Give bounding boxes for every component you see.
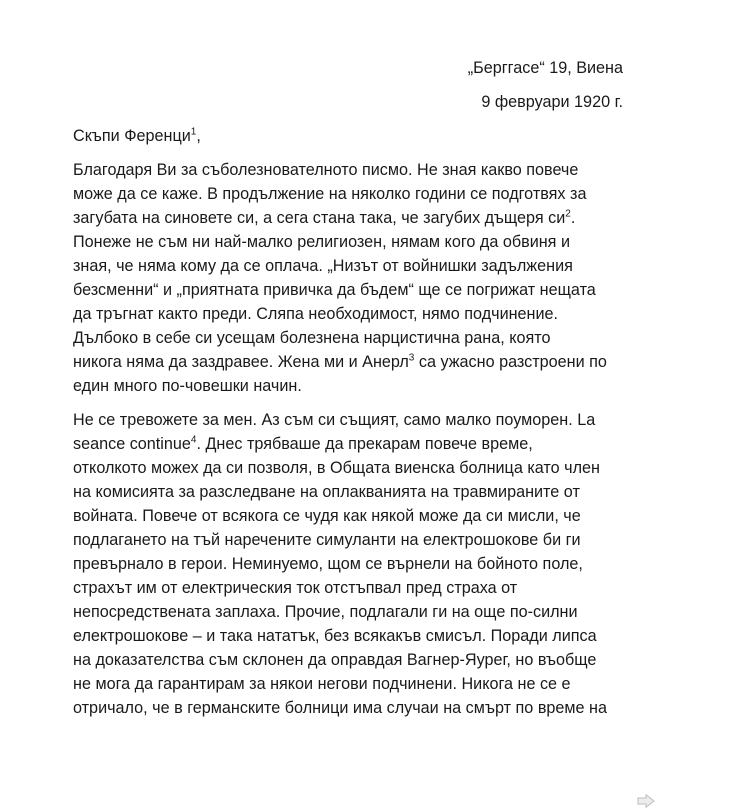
text-segment: отричало, че в германските болници има случаи на смърт по време на [73,699,607,717]
text-segment: на доказателства съм склонен да оправдая Вагнер-Яурег, но въобще [73,651,597,669]
text-segment: никога няма да заздравее. Жена ми и Анерл [73,353,409,371]
text-line [73,672,633,696]
text-line [73,696,633,720]
salutation-punctuation: , [196,127,201,145]
text-segment: безсменни“ и „приятната привичка да бъдем“ ще се погрижат нещата [73,281,596,299]
text-line [73,326,633,350]
text-line [73,182,633,206]
text-line [73,576,633,600]
text-segment: . [570,209,576,227]
text-line [73,624,633,648]
text-line [73,254,633,278]
text-segment: . Днес трябваше да прекарам повече време, [196,435,533,453]
text-segment: Дълбоко в себе си усещам болезнена нарцистична рана, която [73,329,551,347]
paragraphs [73,158,633,720]
text-segment: един много по-човешки начин. [73,377,302,395]
text-segment: Понеже не съм ни най-малко религиозен, нямам кого да обвиня и [73,233,570,251]
text-segment: войната. Повече от всякога се чудя как някой може да си мисли, че [73,507,581,525]
text-segment: електрошокове – и така нататък, без всякакъв смисъл. Поради липса [73,627,597,645]
text-line [73,600,633,624]
text-segment: подлагането на тъй наречените симуланти на електрошокове би ги [73,531,581,549]
text-line [73,206,633,230]
text-line [73,432,633,456]
text-line [73,158,633,182]
text-segment: загубата на синовете си, а сега стана така, че загубих дъщеря си [73,209,566,227]
paragraph [73,408,633,720]
text-line [73,552,633,576]
text-segment: Не се тревожете за мен. Аз съм си същият, само малко поуморен. La [73,411,596,429]
text-line [73,480,633,504]
text-segment: на комисията за разследване на оплакванията на травмираните от [73,483,580,501]
text-line [73,408,633,432]
text-line [73,302,633,326]
salutation [73,124,633,148]
text-segment: не мога да гарантирам за някои негови подчинени. Никога не се е [73,675,571,693]
text-segment: Благодаря Ви за съболезнователното писмо. Не зная какво повече [73,161,579,179]
text-line [73,456,633,480]
text-line [73,350,633,374]
text-segment: са ужасно разстроени по [414,353,607,371]
text-segment: непосредствената заплаха. Прочие, подлагали ги на още по-силни [73,603,578,621]
footnote-marker[interactable]: 2 [565,208,571,220]
text-line [73,278,633,302]
paragraph [73,158,633,398]
text-segment: отколкото можех да си позволя, в Общата виенска болница като член [73,459,600,477]
text-segment: seance continue [73,435,191,453]
salutation-text: Скъпи Ференци [73,127,191,145]
footnote-marker[interactable]: 1 [190,126,197,138]
text-segment: може да се каже. В продължение на няколко години се подготвях за [73,185,587,203]
text-segment: превърнало в герои. Неминуемо, щом се върнели на бойното поле, [73,555,583,573]
text-line [73,528,633,552]
text-line [73,648,633,672]
text-line [73,374,633,398]
letter-header [468,56,623,114]
footnote-marker[interactable]: 4 [190,434,197,446]
sender-address: „Берггасе“ 19, Виена [467,59,623,77]
text-segment: зная, че няма кому да се оплача. „Низът от войнишки задължения [73,257,573,275]
text-segment: страхът им от електрическия ток отстъпвал пред страха от [73,579,518,597]
text-segment: да тръгнат както преди. Сляпа необходимост, нямо подчинение. [73,305,559,323]
text-line [73,504,633,528]
text-line [73,230,633,254]
letter-body [73,124,633,730]
footnote-marker[interactable]: 3 [408,352,415,364]
arrow-right-icon[interactable] [637,794,655,808]
letter-date: 9 февруари 1920 г. [481,93,623,111]
